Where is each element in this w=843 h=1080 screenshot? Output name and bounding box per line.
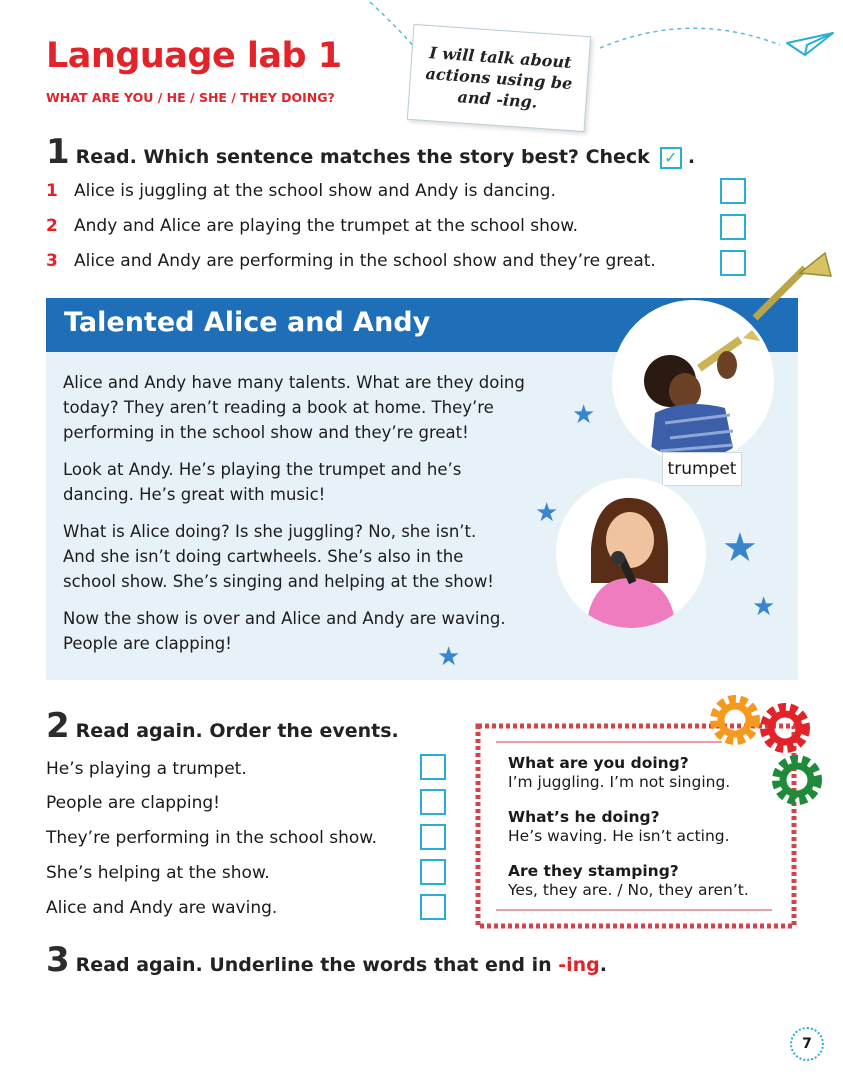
story-paragraph [63,606,563,656]
paper-plane-icon [785,25,835,65]
exercise-instruction: Read. Which sentence matches the story best? Check [75,146,650,168]
item-text: Alice and Andy are performing in the school show and they’re great. [74,251,656,271]
star-icon: ★ [722,525,758,571]
story-line: People are clapping! [63,634,232,653]
order-box-1[interactable] [420,754,446,780]
exercise-instruction [76,954,607,976]
event-item: Alice and Andy are waving. [46,898,278,918]
story-line: What is Alice doing? Is she juggling? No, she isn’t. [63,522,477,541]
story-paragraph [63,457,563,507]
note-line: I will talk about [428,42,573,72]
story-paragraph [63,519,563,594]
item-text: Andy and Alice are playing the trumpet at the school show. [74,216,578,236]
item-number: 3 [46,251,58,271]
checkbox-3[interactable] [720,250,746,276]
red-gear-icon [765,708,805,748]
checkbox-2[interactable] [720,214,746,240]
item-text: Alice is juggling at the school show and Andy is dancing. [74,181,556,201]
story-line: dancing. He’s great with music! [63,485,326,504]
order-box-3[interactable] [420,824,446,850]
page-title: Language lab 1 [46,36,342,76]
note-line: and -ing. [457,86,539,112]
grammar-answer: Yes, they are. / No, they aren’t. [508,881,749,899]
story-line: today? They aren’t reading a book at home. They’re [63,398,494,417]
exercise-2-heading [46,706,399,746]
check-example-icon: ✓ [660,147,682,169]
period: . [687,146,696,168]
ing-highlight: -ing [558,954,600,976]
exercise-instruction: Read again. Order the events. [75,720,399,742]
story-line: And she isn’t doing cartwheels. She’s also in the [63,547,464,566]
order-box-2[interactable] [420,789,446,815]
orange-gear-icon [715,700,755,740]
event-item: He’s playing a trumpet. [46,759,247,779]
trumpet-bell-icon [745,248,835,338]
photo-label: trumpet [662,452,742,486]
list-item [46,251,656,271]
star-icon: ★ [572,400,596,430]
page-number: 7 [790,1027,824,1061]
event-item: People are clapping! [46,793,220,813]
note-line: actions using be [425,63,573,93]
grammar-question: What are you doing? [508,754,689,772]
exercise-3-heading [46,940,607,980]
grammar-answer: He’s waving. He isn’t acting. [508,827,730,845]
girl-singing-photo [556,478,706,628]
exercise-number: 1 [46,132,70,172]
instruction-text: Read again. Underline the words that end in [75,954,552,976]
story-line: Look at Andy. He’s playing the trumpet and he’s [63,460,462,479]
order-box-4[interactable] [420,859,446,885]
event-item: She’s helping at the show. [46,863,270,883]
objective-note-card [407,24,591,132]
story-line: Alice and Andy have many talents. What are they doing [63,373,525,392]
star-icon: ★ [437,642,461,672]
story-line: Now the show is over and Alice and Andy are waving. [63,609,506,628]
grammar-question: What’s he doing? [508,808,660,826]
exercise-1-heading [46,132,695,172]
item-number: 2 [46,216,58,236]
star-icon: ★ [535,498,559,528]
list-item [46,216,578,236]
period: . [599,954,607,976]
page-subtitle: WHAT ARE YOU / HE / SHE / THEY DOING? [46,90,335,105]
event-item: They’re performing in the school show. [46,828,378,848]
exercise-number: 3 [46,940,70,980]
grammar-question: Are they stamping? [508,862,679,880]
story-line: performing in the school show and they’re great! [63,423,469,442]
gears-icon [705,690,835,810]
green-gear-icon [777,760,817,800]
star-icon: ★ [752,592,776,622]
story-title: Talented Alice and Andy [64,307,431,338]
item-number: 1 [46,181,58,201]
list-item [46,181,556,201]
grammar-answer: I’m juggling. I’m not singing. [508,773,731,791]
order-box-5[interactable] [420,894,446,920]
checkbox-1[interactable] [720,178,746,204]
exercise-number: 2 [46,706,70,746]
story-line: school show. She’s singing and helping at the show! [63,572,494,591]
story-paragraph [63,370,563,445]
